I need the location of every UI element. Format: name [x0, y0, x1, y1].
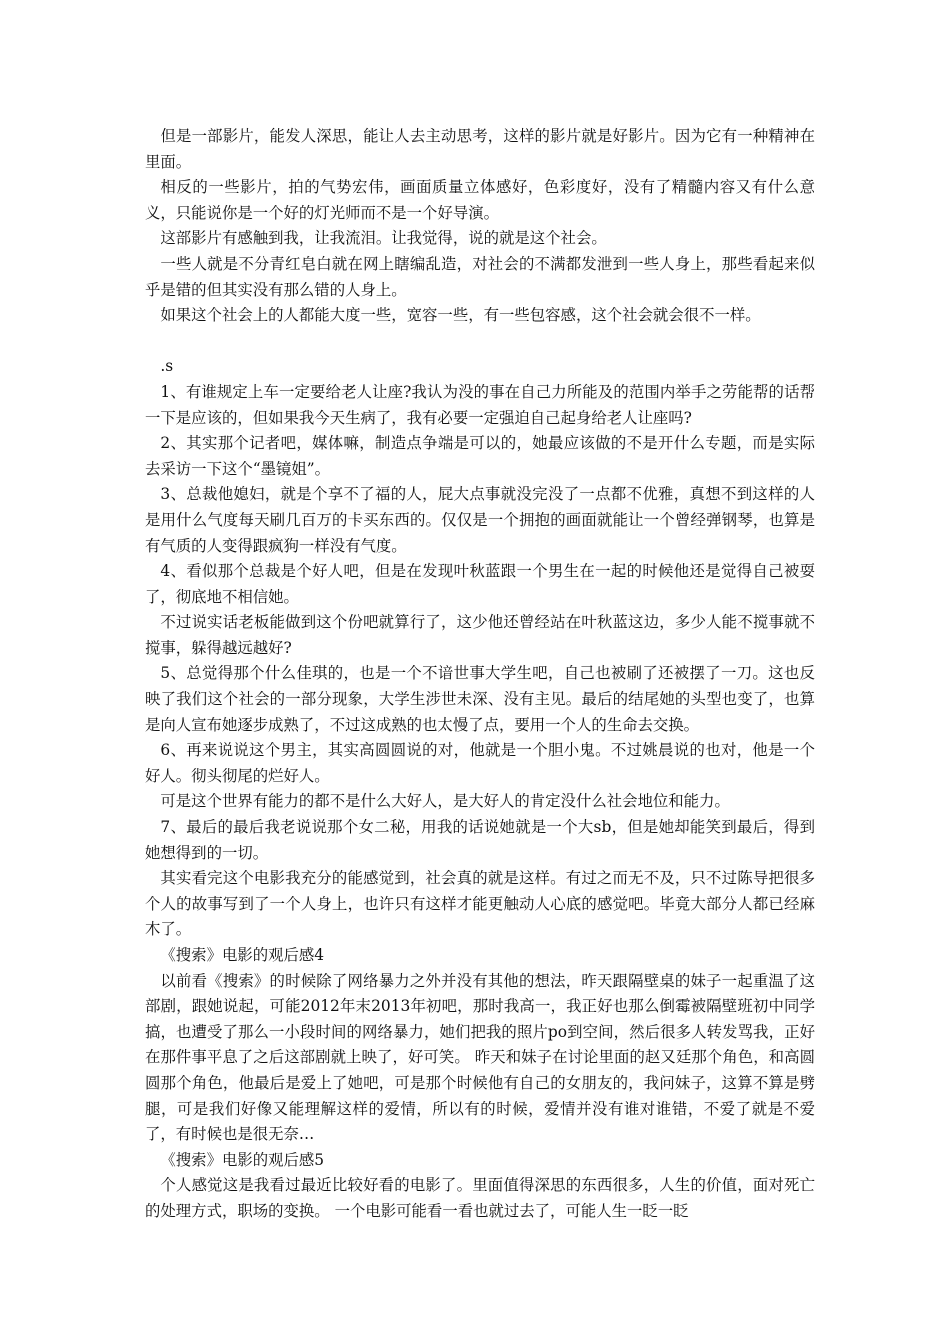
section-4-body: 以前看《搜索》的时候除了网络暴力之外并没有其他的想法，昨天跟隔壁桌的妹子一起重温了这部剧，跟她说起，可能2012年末2013年初吧，那时我高一，我正好也那么倒霉被隔壁班初中同学搞，也遭受了那么一小段时间的网络暴力，她们把我的照片po到空间，然后很多人转发骂我，正好在那件事平息了之后这部剧就上映了，好可笑。 昨天和妹子在讨论里面的赵又廷那个角色，和高圆圆那个角色，他最后是爱上了她吧，可是那个时候他有自己的女朋友的，我问妹子，这算不算是劈腿，可是我们好像又能理解这样的爱情，所以有的时候，爱情并没有谁对谁错，不爱了就是不爱了，有时候也是很无奈…: [145, 971, 815, 1144]
paragraph-2: 相反的一些影片，拍的气势宏伟，画面质量立体感好，色彩度好，没有了精髓内容又有什么意义，只能说你是一个好的灯光师而不是一个好导演。: [145, 178, 815, 222]
list-item-3: 3、总裁他媳妇，就是个享不了福的人，屁大点事就没完没了一点都不优雅，真想不到这样的人是用什么气度每天刷几百万的卡买东西的。仅仅是一个拥抱的画面就能让一个曾经弹钢琴，也算是有气质的人变得跟疯狗一样没有气度。: [145, 485, 815, 555]
list-item-6: 6、再来说说这个男主，其实高圆圆说的对，他就是一个胆小鬼。不过姚晨说的也对，他是一个好人。彻头彻尾的烂好人。: [145, 741, 815, 785]
section-5-body: 个人感觉这是我看过最近比较好看的电影了。里面值得深思的东西很多，人生的价值，面对死亡的处理方式，职场的变换。 一个电影可能看一看也就过去了，可能人生一眨一眨: [145, 1176, 815, 1220]
paragraph-aside-1: 不过说实话老板能做到这个份吧就算行了，这少他还曾经站在叶秋蓝这边，多少人能不搅事就不搅事，躲得越远越好?: [145, 613, 815, 657]
paragraph-5: 如果这个社会上的人都能大度一些，宽容一些，有一些包容感，这个社会就会很不一样。: [160, 306, 761, 325]
section-heading-4: 《搜索》电影的观后感4: [160, 946, 325, 964]
list-item-4: 4、看似那个总裁是个好人吧，但是在发现叶秋蓝跟一个男生在一起的时候他还是觉得自己被耍了，彻底地不相信她。: [145, 562, 815, 606]
list-item-5: 5、总觉得那个什么佳琪的，也是一个不谙世事大学生吧，自己也被刷了还被摆了一刀。这也反映了我们这个社会的一部分现象，大学生涉世未深、没有主见。最后的结尾她的头型也变了，也算是向人宣布她逐步成熟了，不过这成熟的也太慢了点，要用一个人的生命去交换。: [145, 664, 815, 734]
paragraph-3: 这部影片有感触到我，让我流泪。让我觉得，说的就是这个社会。: [160, 229, 607, 248]
list-item-1: 1、有谁规定上车一定要给老人让座?我认为没的事在自己力所能及的范围内举手之劳能帮的话帮一下是应该的，但如果我今天生病了，我有必要一定强迫自己起身给老人让座吗?: [145, 382, 815, 427]
paragraph-marker: .s: [160, 357, 174, 376]
section-heading-5: 《搜索》电影的观后感5: [160, 1150, 325, 1169]
paragraph-aside-2: 可是这个世界有能力的都不是什么大好人，是大好人的肯定没什么社会地位和能力。: [160, 792, 730, 811]
list-item-2: 2、其实那个记者吧，媒体嘛，制造点争端是可以的，她最应该做的不是开什么专题，而是实际去采访一下这个“墨镜姐”。: [145, 434, 815, 478]
paragraph-1: 但是一部影片，能发人深思，能让人去主动思考，这样的影片就是好影片。因为它有一种精神在里面。: [145, 127, 815, 171]
document-body: [145, 124, 815, 1225]
blank-line: [145, 329, 815, 355]
paragraph-conclusion: 其实看完这个电影我充分的能感觉到，社会真的就是这样。有过之而无不及，只不过陈导把很多个人的故事写到了一个人身上，也许只有这样才能更触动人心底的感觉吧。毕竟大部分人都已经麻木了。: [145, 869, 815, 939]
list-item-7: 7、最后的最后我老说说那个女二秘，用我的话说她就是一个大sb，但是她却能笑到最后，得到她想得到的一切。: [145, 818, 815, 862]
paragraph-4: 一些人就是不分青红皂白就在网上瞎编乱造，对社会的不满都发泄到一些人身上，那些看起来似乎是错的但其实没有那么错的人身上。: [145, 254, 815, 299]
